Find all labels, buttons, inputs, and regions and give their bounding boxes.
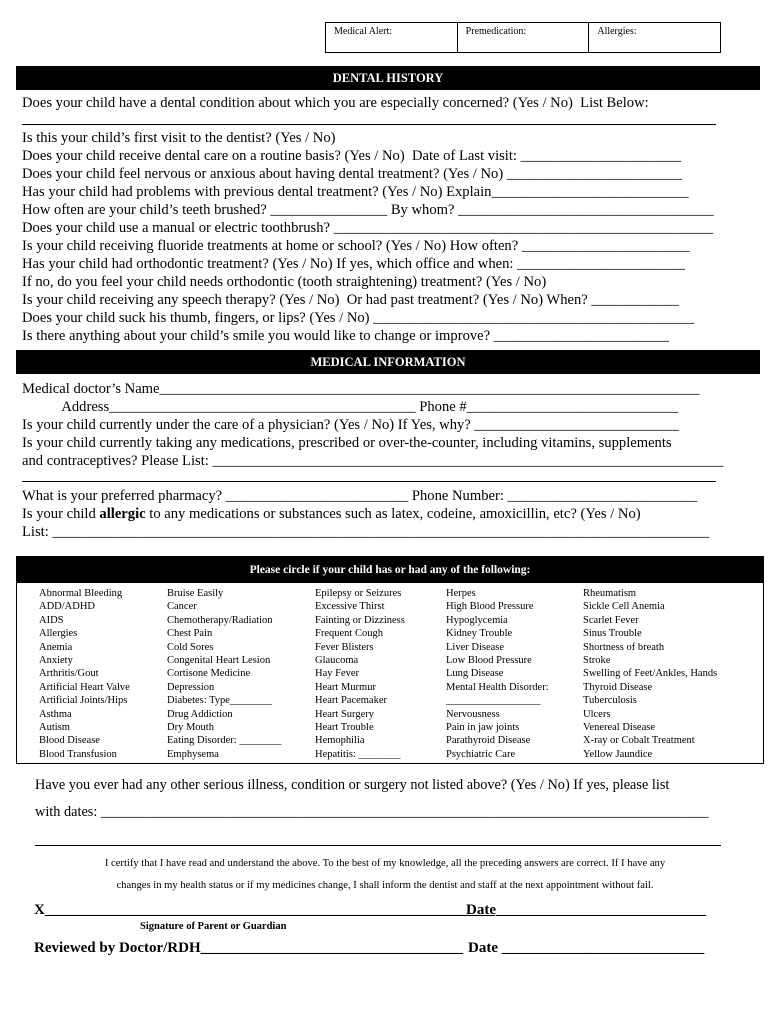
condition-item[interactable]: Heart Murmur [315,681,376,693]
condition-item[interactable]: Hemophilia [315,735,365,747]
condition-item[interactable]: Nervousness [446,708,500,720]
condition-item[interactable]: Parathyroid Disease [446,735,531,747]
allergic-question [22,506,641,522]
certification-line-2: changes in my health status or if my medicines change, I shall inform the dentist and staff at the next appointment without fail. [116,880,654,891]
condition-item[interactable]: X-ray or Cobalt Treatment [583,735,695,747]
dental-history-header: DENTAL HISTORY [16,66,760,90]
previous-problems-question: Has your child had problems with previous dental treatment? (Yes / No) Explain___________________________ [22,184,689,200]
condition-item[interactable]: Frequent Cough [315,628,383,640]
condition-item[interactable]: Scarlet Fever [583,614,639,626]
condition-item[interactable]: Low Blood Pressure [446,655,532,667]
condition-item[interactable]: Drug Addiction [167,708,233,720]
condition-item[interactable]: Allergies [39,628,78,640]
condition-item[interactable]: Arthritis/Gout [39,668,99,680]
condition-item[interactable]: Stroke [583,655,611,667]
medical-alert-field[interactable] [326,23,458,52]
condition-item[interactable]: Blood Disease [39,735,100,747]
condition-item[interactable]: Anemia [39,641,73,653]
condition-item[interactable]: AIDS [39,614,64,626]
condition-item[interactable]: Heart Surgery [315,708,374,720]
conditions-column-1 [39,587,130,761]
condition-item[interactable]: Cold Sores [167,641,214,653]
condition-item[interactable]: Eating Disorder: ________ [167,735,282,747]
conditions-column-3 [315,587,405,761]
pharmacy-question: What is your preferred pharmacy? _________________________ Phone Number: __________________________ [22,488,698,504]
doctor-name-question: Medical doctor’s Name__________________________________________________________________________ [22,381,700,397]
allergies-field[interactable] [589,23,720,52]
condition-item[interactable]: Chest Pain [167,628,213,640]
signature-date-field[interactable]: Date____________________________ [466,902,706,918]
medications-list-question: and contraceptives? Please List: ______________________________________________________________________ [22,453,724,469]
condition-item[interactable]: Hypoglycemia [446,614,508,626]
condition-item[interactable]: Excessive Thirst [315,601,385,613]
condition-item[interactable]: High Blood Pressure [446,601,534,613]
condition-item[interactable]: Depression [167,681,215,693]
premedication-label: Premedication: [465,26,527,37]
routine-care-question: Does your child receive dental care on a routine basis? (Yes / No) Date of Last visit: ______________________ [22,148,682,164]
allergies-label: Allergies: [597,26,637,37]
certification-line-1: I certify that I have read and understand the above. To the best of my knowledge, all the preceding answers are correct. If I have any [104,858,666,869]
condition-item[interactable]: Psychiatric Care [446,748,516,760]
other-illness-question: Have you ever had any other serious illness, condition or surgery not listed above? (Yes / No) If yes, please list [35,777,670,793]
conditions-column-2 [167,587,281,761]
condition-item[interactable]: Abnormal Bleeding [39,588,123,599]
condition-item[interactable]: __________________ [446,695,541,707]
condition-item[interactable]: Cortisone Medicine [167,668,251,680]
conditions-header: Please circle if your child has or had any of the following: [249,564,531,576]
condition-item[interactable]: Sickle Cell Anemia [583,601,665,613]
medications-answer-line[interactable] [22,481,716,482]
thumb-sucking-question: Does your child suck his thumb, fingers, or lips? (Yes / No) ____________________________________________ [22,310,695,326]
condition-item[interactable]: Congenital Heart Lesion [167,655,271,667]
allergic-bold: allergic [99,506,146,522]
reviewed-date-field[interactable]: Date ___________________________ [468,940,705,956]
condition-item[interactable]: Artificial Joints/Hips [39,695,128,707]
condition-item[interactable]: Cancer [167,601,197,613]
allergic-prefix: Is your child [22,506,100,522]
condition-item[interactable]: Blood Transfusion [39,748,117,760]
condition-item[interactable]: Epilepsy or Seizures [315,588,402,599]
condition-item[interactable]: Tuberculosis [583,695,637,707]
medical-alert-box [325,22,721,53]
dental-concern-question: Does your child have a dental condition about which you are especially concerned? (Yes / No) List Below: [22,95,649,111]
condition-item[interactable]: Lung Disease [446,668,504,680]
condition-item[interactable]: Kidney Trouble [446,628,513,640]
speech-therapy-question: Is your child receiving any speech therapy? (Yes / No) Or had past treatment? (Yes / No) When? ____________ [22,292,679,308]
allergic-suffix: to any medications or substances such as latex, codeine, amoxicillin, etc? (Yes / No) [145,506,641,522]
conditions-column-5 [583,587,717,761]
condition-item[interactable]: Autism [39,722,70,734]
condition-item[interactable]: Herpes [446,588,476,599]
reviewed-by-field[interactable]: Reviewed by Doctor/RDH___________________________________ [34,940,464,956]
condition-item[interactable]: Emphysema [167,748,219,760]
nervous-question: Does your child feel nervous or anxious about having dental treatment? (Yes / No) ________________________ [22,166,682,182]
condition-item[interactable]: Venereal Disease [583,722,656,734]
conditions-column-4 [446,587,549,761]
smile-question: Is there anything about your child’s smile you would like to change or improve? ________________________ [22,328,669,344]
condition-item[interactable]: Mental Health Disorder: [446,681,549,693]
first-visit-question: Is this your child’s first visit to the dentist? (Yes / No) [22,130,336,146]
orthodontic-question: Has your child had orthodontic treatment? (Yes / No) If yes, which office and when: _______________________ [22,256,685,272]
allergy-list-question: List: __________________________________________________________________________________________ [22,524,710,540]
condition-item[interactable]: Bruise Easily [167,588,224,599]
condition-item[interactable]: Heart Pacemaker [315,695,387,707]
condition-item[interactable]: ADD/ADHD [39,601,95,613]
with-dates-question: with dates: _____________________________________________________________________________________ [35,804,709,820]
condition-item[interactable]: Anxiety [39,655,73,667]
condition-item[interactable]: Thyroid Disease [583,681,653,693]
condition-item[interactable]: Diabetes: Type________ [167,695,272,707]
condition-item[interactable]: Liver Disease [446,641,505,653]
condition-item[interactable]: Pain in jaw joints [446,722,520,734]
condition-item[interactable]: Dry Mouth [167,722,214,734]
with-dates-answer-line[interactable] [35,845,721,846]
condition-item[interactable]: Swelling of Feet/Ankles, Hands [583,668,718,680]
conditions-checklist [16,556,764,764]
medical-information-header: MEDICAL INFORMATION [16,350,760,374]
signature-caption: Signature of Parent or Guardian [140,921,287,932]
condition-item[interactable]: Shortness of breath [583,641,665,653]
condition-item[interactable]: Fainting or Dizziness [315,614,405,626]
brushing-question: How often are your child’s teeth brushed? ________________ By whom? ___________________________________ [22,202,714,218]
physician-care-question: Is your child currently under the care of a physician? (Yes / No) If Yes, why? ____________________________ [22,417,679,433]
condition-item[interactable]: Hay Fever [315,668,360,680]
parent-signature-field[interactable]: X____________________________________________________________ [34,902,495,918]
condition-item[interactable]: Sinus Trouble [583,628,642,640]
condition-item[interactable]: Glaucoma [315,655,359,667]
condition-item[interactable]: Fever Blisters [315,641,374,653]
medications-question: Is your child currently taking any medications, prescribed or over-the-counter, including vitamins, supplements [22,435,672,451]
premedication-field[interactable] [458,23,590,52]
condition-item[interactable]: Chemotherapy/Radiation [167,614,273,626]
toothbrush-question: Does your child use a manual or electric toothbrush? ____________________________________________________ [22,220,714,236]
condition-item[interactable]: Ulcers [583,708,611,720]
orthodontic-need-question: If no, do you feel your child needs orthodontic (tooth straightening) treatment? (Yes / No) [22,274,547,290]
condition-item[interactable]: Asthma [39,708,72,720]
condition-item[interactable]: Rheumatism [583,588,637,599]
condition-item[interactable]: Hepatitis: ________ [315,748,401,760]
condition-item[interactable]: Yellow Jaundice [583,748,653,760]
fluoride-question: Is your child receiving fluoride treatments at home or school? (Yes / No) How often? _______________________ [22,238,690,254]
dental-concern-answer-line[interactable] [22,124,716,125]
condition-item[interactable]: Heart Trouble [315,722,374,734]
medical-alert-label: Medical Alert: [334,26,393,37]
doctor-address-question: Address__________________________________________ Phone #_____________________________ [22,399,679,415]
condition-item[interactable]: Artificial Heart Valve [39,681,130,693]
